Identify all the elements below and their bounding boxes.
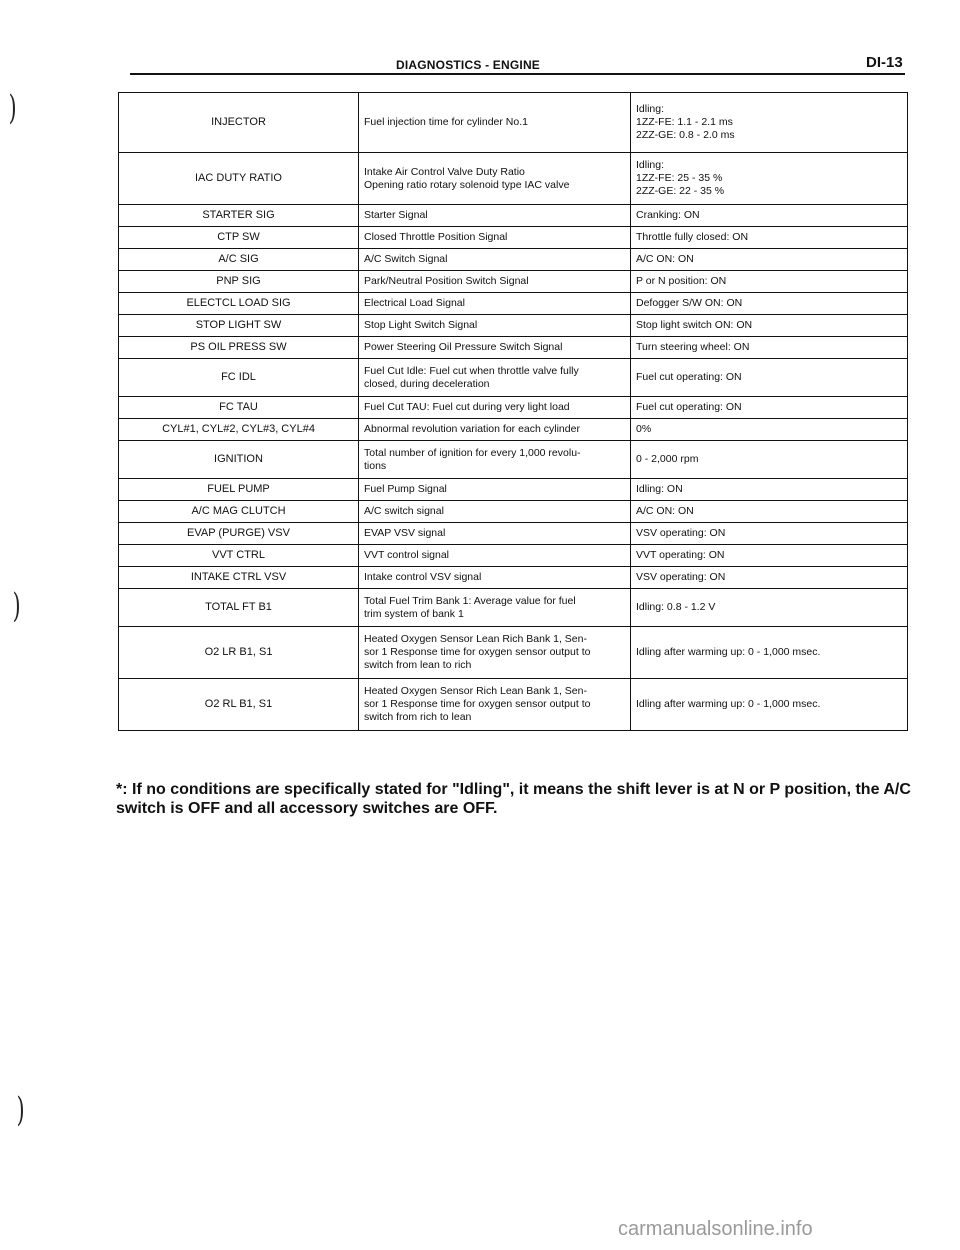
item-cell: CYL#1, CYL#2, CYL#3, CYL#4 — [119, 419, 359, 441]
measurement-line: Starter Signal — [364, 209, 428, 221]
measurement-cell — [359, 249, 631, 271]
table-row — [119, 315, 908, 337]
normal-condition-cell — [631, 359, 908, 397]
measurement-line: Total number of ignition for every 1,000 revolu- — [364, 446, 581, 459]
normal-condition-line: A/C ON: ON — [636, 253, 694, 265]
item-cell: STARTER SIG — [119, 205, 359, 227]
measurement-line: sor 1 Response time for oxygen sensor output to — [364, 698, 591, 710]
measurement-cell — [359, 589, 631, 627]
measurement-cell — [359, 441, 631, 479]
measurement-line: Electrical Load Signal — [364, 297, 465, 309]
table-row — [119, 545, 908, 567]
measurement-line: switch from lean to rich — [364, 659, 472, 671]
measurement-line: Opening ratio rotary solenoid type IAC valve — [364, 178, 570, 191]
normal-condition-line: 2ZZ-GE: 22 - 35 % — [636, 185, 725, 197]
item-cell: PNP SIG — [119, 271, 359, 293]
measurement-line: Heated Oxygen Sensor Rich Lean Bank 1, Sen- — [364, 685, 587, 697]
measurement-cell — [359, 205, 631, 227]
table-row — [119, 93, 908, 153]
measurement-line: tions — [364, 459, 387, 472]
item-cell: IGNITION — [119, 441, 359, 479]
table-row — [119, 227, 908, 249]
normal-condition-line: Idling: — [636, 103, 665, 115]
item-cell: A/C SIG — [119, 249, 359, 271]
item-cell: FC IDL — [119, 359, 359, 397]
normal-condition-cell — [631, 293, 908, 315]
binding-hole-mark-3: ) — [16, 1090, 25, 1130]
table-row — [119, 293, 908, 315]
measurement-line: sor 1 Response time for oxygen sensor output to — [364, 646, 591, 658]
normal-condition-line: P or N position: ON — [636, 275, 727, 287]
normal-condition-cell — [631, 523, 908, 545]
normal-condition-cell — [631, 545, 908, 567]
binding-hole-mark-2: ) — [12, 586, 21, 626]
item-cell: ELECTCL LOAD SIG — [119, 293, 359, 315]
measurement-cell — [359, 479, 631, 501]
normal-condition-line: Stop light switch ON: ON — [636, 319, 753, 331]
measurement-cell — [359, 627, 631, 679]
measurement-line: VVT control signal — [364, 549, 450, 561]
table-row — [119, 523, 908, 545]
item-cell: IAC DUTY RATIO — [119, 153, 359, 205]
normal-condition-cell — [631, 627, 908, 679]
item-cell: PS OIL PRESS SW — [119, 337, 359, 359]
table-row — [119, 479, 908, 501]
page-number: DI-13 — [866, 54, 903, 71]
normal-condition-line: Idling: — [636, 159, 665, 171]
item-cell: EVAP (PURGE) VSV — [119, 523, 359, 545]
normal-condition-line: 0 - 2,000 rpm — [636, 453, 699, 465]
item-cell: STOP LIGHT SW — [119, 315, 359, 337]
measurement-line: Total Fuel Trim Bank 1: Average value for fuel — [364, 594, 576, 607]
normal-condition-cell — [631, 397, 908, 419]
measurement-cell — [359, 545, 631, 567]
watermark-text: carmanualsonline.info — [618, 1218, 813, 1240]
item-cell: O2 RL B1, S1 — [119, 679, 359, 731]
measurement-cell — [359, 397, 631, 419]
item-cell: INJECTOR — [119, 93, 359, 153]
normal-condition-cell — [631, 315, 908, 337]
footnote: *: If no conditions are specifically stated for "Idling", it means the shift lever is at N or P position, the A/C switch is OFF and all accessory switches are OFF. — [116, 781, 911, 817]
measurement-cell — [359, 501, 631, 523]
item-cell: FUEL PUMP — [119, 479, 359, 501]
measurement-cell — [359, 679, 631, 731]
normal-condition-line: 1ZZ-FE: 1.1 - 2.1 ms — [636, 116, 733, 128]
normal-condition-cell — [631, 337, 908, 359]
measurement-line: Intake control VSV signal — [364, 571, 482, 583]
item-cell: O2 LR B1, S1 — [119, 627, 359, 679]
table-row — [119, 419, 908, 441]
normal-condition-cell — [631, 227, 908, 249]
measurement-line: Intake Air Control Valve Duty Ratio — [364, 165, 525, 178]
table-row — [119, 153, 908, 205]
measurement-line: Fuel Cut TAU: Fuel cut during very light load — [364, 401, 570, 413]
measurement-line: Abnormal revolution variation for each cylinder — [364, 423, 580, 435]
normal-condition-line: 2ZZ-GE: 0.8 - 2.0 ms — [636, 129, 735, 141]
measurement-cell — [359, 315, 631, 337]
normal-condition-line: Turn steering wheel: ON — [636, 341, 750, 353]
normal-condition-cell — [631, 567, 908, 589]
normal-condition-line: Throttle fully closed: ON — [636, 231, 749, 243]
measurement-cell — [359, 337, 631, 359]
normal-condition-line: Idling after warming up: 0 - 1,000 msec. — [636, 698, 821, 710]
measurement-cell — [359, 153, 631, 205]
measurement-line: trim system of bank 1 — [364, 607, 464, 620]
item-cell: CTP SW — [119, 227, 359, 249]
normal-condition-line: Idling: ON — [636, 483, 683, 495]
measurement-cell — [359, 419, 631, 441]
table-row — [119, 679, 908, 731]
measurement-line: switch from rich to lean — [364, 711, 472, 723]
item-cell: A/C MAG CLUTCH — [119, 501, 359, 523]
normal-condition-line: Fuel cut operating: ON — [636, 371, 742, 383]
normal-condition-cell — [631, 93, 908, 153]
normal-condition-line: 0% — [636, 423, 652, 435]
table-body — [119, 93, 908, 731]
normal-condition-line: Idling: 0.8 - 1.2 V — [636, 601, 716, 613]
section-header: DIAGNOSTICS - ENGINE — [396, 58, 541, 72]
measurement-line: Fuel Cut Idle: Fuel cut when throttle valve fully — [364, 364, 579, 377]
table-row — [119, 441, 908, 479]
normal-condition-cell — [631, 679, 908, 731]
normal-condition-cell — [631, 271, 908, 293]
table-row — [119, 627, 908, 679]
table-row — [119, 501, 908, 523]
measurement-line: Stop Light Switch Signal — [364, 319, 478, 331]
normal-condition-line: VSV operating: ON — [636, 527, 726, 539]
diagnostic-data-table — [118, 92, 908, 731]
measurement-cell — [359, 271, 631, 293]
normal-condition-cell — [631, 153, 908, 205]
measurement-cell — [359, 523, 631, 545]
item-cell: TOTAL FT B1 — [119, 589, 359, 627]
normal-condition-line: Defogger S/W ON: ON — [636, 297, 743, 309]
item-cell: INTAKE CTRL VSV — [119, 567, 359, 589]
measurement-line: Power Steering Oil Pressure Switch Signal — [364, 341, 563, 353]
measurement-cell — [359, 359, 631, 397]
table-row — [119, 589, 908, 627]
normal-condition-cell — [631, 589, 908, 627]
measurement-line: Fuel Pump Signal — [364, 483, 447, 495]
item-cell: VVT CTRL — [119, 545, 359, 567]
table-row — [119, 205, 908, 227]
measurement-line: closed, during deceleration — [364, 377, 490, 390]
item-cell: FC TAU — [119, 397, 359, 419]
measurement-line: Park/Neutral Position Switch Signal — [364, 275, 529, 287]
normal-condition-line: Fuel cut operating: ON — [636, 401, 742, 413]
measurement-cell — [359, 567, 631, 589]
measurement-line: Heated Oxygen Sensor Lean Rich Bank 1, Sen- — [364, 633, 587, 645]
normal-condition-cell — [631, 249, 908, 271]
measurement-line: Fuel injection time for cylinder No.1 — [364, 116, 528, 128]
measurement-line: Closed Throttle Position Signal — [364, 231, 508, 243]
table-row — [119, 567, 908, 589]
table-row — [119, 337, 908, 359]
normal-condition-line: A/C ON: ON — [636, 505, 694, 517]
measurement-cell — [359, 93, 631, 153]
normal-condition-line: Cranking: ON — [636, 209, 700, 221]
normal-condition-line: VSV operating: ON — [636, 571, 726, 583]
measurement-line: A/C Switch Signal — [364, 253, 448, 265]
binding-hole-mark-1: ) — [8, 88, 17, 128]
normal-condition-cell — [631, 479, 908, 501]
normal-condition-cell — [631, 441, 908, 479]
table-row — [119, 397, 908, 419]
measurement-cell — [359, 227, 631, 249]
measurement-cell — [359, 293, 631, 315]
measurement-line: A/C switch signal — [364, 505, 444, 517]
normal-condition-line: VVT operating: ON — [636, 549, 725, 561]
header-rule — [130, 73, 905, 75]
normal-condition-cell — [631, 205, 908, 227]
normal-condition-line: 1ZZ-FE: 25 - 35 % — [636, 172, 723, 184]
normal-condition-cell — [631, 501, 908, 523]
normal-condition-line: Idling after warming up: 0 - 1,000 msec. — [636, 646, 821, 658]
table-row — [119, 359, 908, 397]
measurement-line: EVAP VSV signal — [364, 527, 446, 539]
table-row — [119, 271, 908, 293]
table-row — [119, 249, 908, 271]
normal-condition-cell — [631, 419, 908, 441]
